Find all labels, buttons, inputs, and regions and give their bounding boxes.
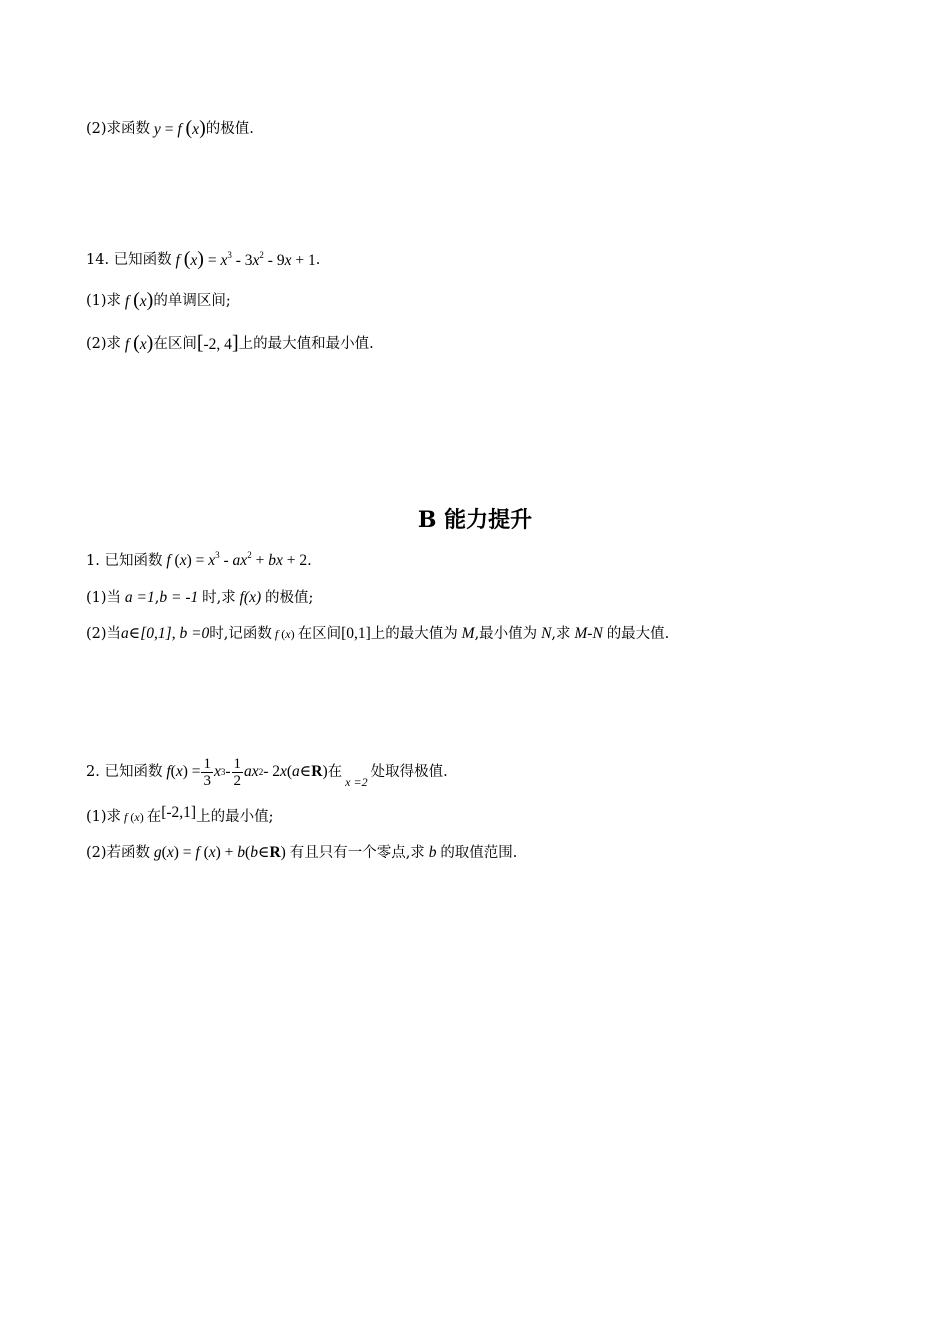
- part-text: 求函数: [106, 121, 151, 137]
- part-text: 的单调区间;: [153, 293, 231, 309]
- section-title: B 能力提升: [417, 507, 533, 533]
- part-text: 上的最小值;: [196, 809, 274, 825]
- question-intro: 已知函数: [113, 252, 172, 268]
- part-label: (1): [86, 809, 107, 825]
- formula-y-eq-fx: y = f (x): [153, 117, 206, 139]
- question-number: 1.: [86, 553, 100, 569]
- part-text: 求: [106, 809, 122, 825]
- b-question-2-part1: [86, 804, 274, 827]
- question-text: 在: [327, 764, 343, 780]
- formula-fx: f (x): [124, 810, 147, 824]
- question-14-part2: [86, 333, 374, 355]
- part-label: (1): [86, 293, 107, 309]
- question-intro: 已知函数: [104, 764, 163, 780]
- b-question-1-part2: [86, 624, 669, 644]
- part-text: 的极值.: [205, 121, 254, 137]
- b-question-2: [86, 756, 448, 788]
- formula-fx: f (x): [124, 289, 154, 311]
- part-text: 求: [106, 336, 122, 352]
- question-end: .: [315, 252, 321, 268]
- part-label: (2): [86, 336, 107, 352]
- question-text: 处取得极值.: [370, 764, 448, 780]
- part-text: ,最小值为: [474, 626, 538, 642]
- x-eq-2: x =2: [345, 775, 368, 789]
- part-text: 上的最大值为: [370, 626, 458, 642]
- expr-MN: M-N: [574, 625, 603, 642]
- part-label: (2): [86, 845, 107, 861]
- value-b: b = -1: [159, 589, 199, 606]
- condition: a∈[0,1], b =0: [121, 625, 210, 642]
- part-text: 的极值;: [265, 590, 314, 606]
- question-end: .: [307, 553, 312, 569]
- part-label: (2): [86, 121, 107, 137]
- b-question-1-part1: [86, 588, 313, 608]
- part-text: 在区间: [153, 336, 197, 352]
- question-14-part1: [86, 290, 231, 312]
- part-text: 当: [106, 626, 122, 642]
- part-text: 若函数: [106, 845, 151, 861]
- part-text: 当: [106, 590, 122, 606]
- var-N: N: [541, 625, 552, 642]
- prev-question-part2: [86, 118, 254, 140]
- question-number: 2.: [86, 764, 100, 780]
- b-question-2-part2: [86, 843, 517, 863]
- part-text: 在区间: [297, 626, 342, 642]
- question-14: [86, 249, 320, 271]
- formula-b2: f ( x ) = $\frac{1}{3}$ x 3 - $\frac{1}{2}$ ax 2 - 2 x ( a ∈ R ): [166, 755, 328, 789]
- part-text: 上的最大值和最小值.: [238, 336, 374, 352]
- formula-fx: f(x): [239, 589, 262, 606]
- formula-gx: g(x) = f (x) + b(b∈R): [153, 844, 290, 861]
- var-b: b: [428, 844, 437, 861]
- part-text: 时,求: [202, 590, 236, 606]
- interval: [0,1]: [341, 625, 371, 642]
- part-text: ,求: [551, 626, 571, 642]
- value-a: a =1: [124, 589, 155, 606]
- interval: [-2,1]: [161, 804, 197, 821]
- formula-b1: f $(x) = x^3 - ax^2$ + bx + 2: [166, 550, 308, 569]
- part-text: 在: [146, 809, 162, 825]
- b-question-1: [86, 551, 312, 571]
- part-text: 求: [106, 293, 122, 309]
- separator: ,: [154, 590, 160, 606]
- part-text: 时,记函数: [209, 626, 272, 642]
- question-intro: 已知函数: [104, 553, 163, 569]
- question-number: 14.: [86, 252, 110, 268]
- formula-fx: f (x): [124, 332, 154, 354]
- part-text: 有且只有一个零点,求: [289, 845, 425, 861]
- var-M: M: [461, 625, 475, 642]
- part-text: 的取值范围.: [440, 845, 518, 861]
- formula-q14: f $(x) = x^3 - 3x^2 - 9x + 1$: [175, 248, 316, 270]
- interval: [-2, 4]: [196, 332, 239, 354]
- part-label: (1): [86, 590, 107, 606]
- part-text: 的最大值.: [606, 626, 670, 642]
- formula-fx: f (x): [274, 627, 298, 641]
- part-label: (2): [86, 626, 107, 642]
